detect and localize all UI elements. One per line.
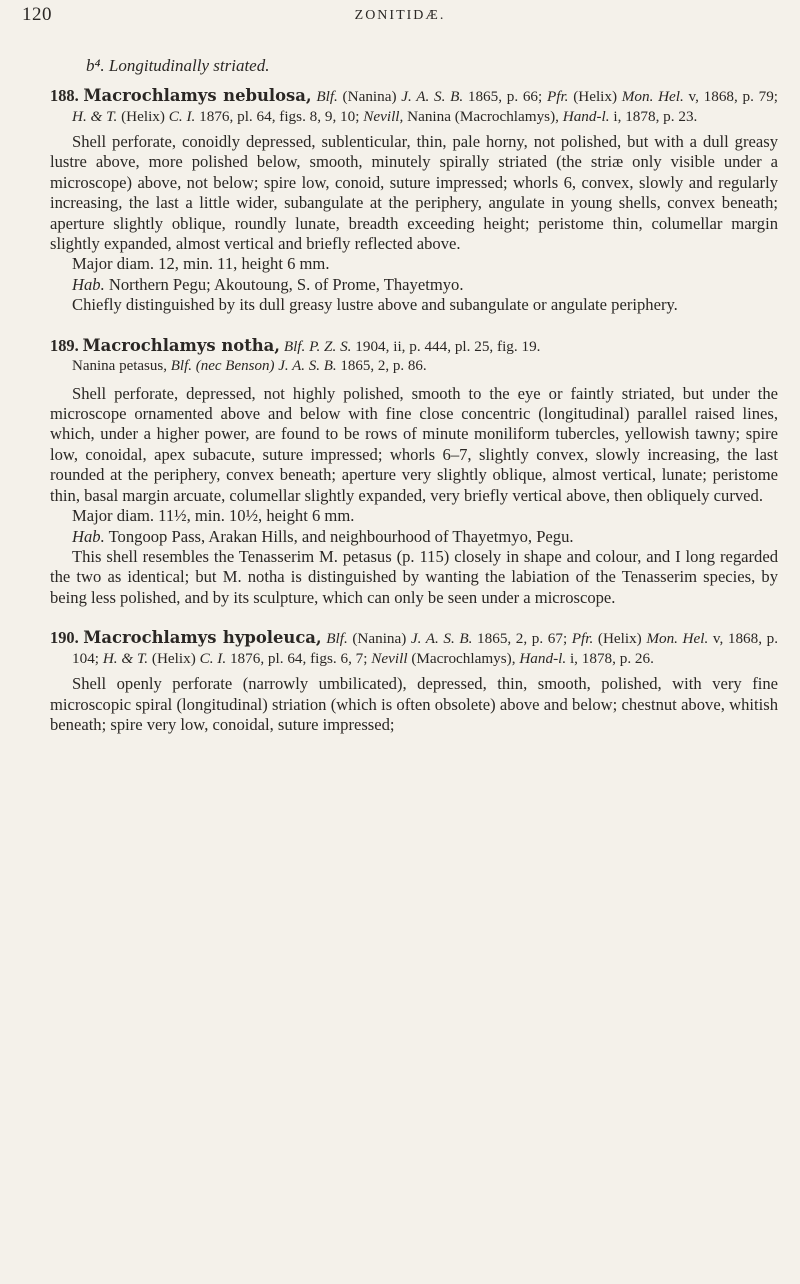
entry-number: 190. (50, 628, 79, 648)
species-name: Macrochlamys nebulosa, (83, 86, 312, 105)
entry-number: 189. (50, 335, 79, 355)
species-entry-188 (50, 86, 778, 316)
section-heading (86, 56, 778, 76)
species-note: Chiefly distinguished by its dull greasy lustre above and subangulate or angulate periphery. (72, 295, 678, 315)
species-reference: 188. Macrochlamys nebulosa, Blf. (Nanina) J. A. S. B. 1865, p. 66; Pfr. (Helix) Mon. Hel. v, 1868, p. 79; H. & T. (Helix) C. I. 1876, pl. 64, figs. 8, 9, 10; Nevill, Nanina (Macrochlamys), Hand-l. i, 1878, p. 23. (50, 86, 779, 125)
species-measurements: Major diam. 11½, min. 10½, height 6 mm. (72, 506, 355, 526)
species-habitat (50, 275, 778, 295)
species-name: Macrochlamys hypoleuca, (83, 628, 322, 648)
species-description: Shell openly perforate (narrowly umbilicated), depressed, thin, smooth, polished, with very fine microscopic spiral (longitudinal) striation (which is often obsolete) above and below; chestnut above, whitish beneath; spire very low, conoidal, suture impressed; (50, 674, 778, 734)
entry-number: 188. (50, 86, 79, 105)
habitat-text: Tongoop Pass, Arakan Hills, and neighbourhood of Thayetmyo, Pegu. (104, 526, 574, 546)
species-measurements: Major diam. 12, min. 11, height 6 mm. (72, 254, 330, 274)
entry-spacer (50, 608, 778, 628)
page-body (50, 56, 778, 735)
habitat-label: Hab. (72, 526, 105, 546)
species-reference: 189. Macrochlamys notha, Blf. P. Z. S. 1904, ii, p. 444, pl. 25, fig. 19. (50, 335, 541, 355)
habitat-text: Northern Pegu; Akoutoung, S. of Prome, Thayetmyo. (104, 274, 464, 294)
species-habitat (50, 527, 778, 547)
species-description: Shell perforate, depressed, not highly polished, smooth to the eye or faintly striated, but under the microscope ornamented above and below with fine close concentric (longitudinal) parallel raised lines, which, under a higher power, are found to be rows of minute moniliform tubercles, yellowish tawny; spire low, conoidal, apex subacute, suture impressed; whorls 6–7, slightly convex, slowly increasing, the last rounded at the periphery, convex beneath; aperture very slightly oblique, almost vertical, lunate; peristome thin, basal margin arcuate, columellar slightly expanded, very briefly vertical above, then obliquely curved. (50, 383, 778, 505)
species-entry-190 (50, 628, 778, 735)
species-name: Macrochlamys notha, (82, 335, 281, 355)
section-label: b⁴. Longitudinally striated. (86, 56, 270, 75)
entry-spacer (50, 316, 778, 336)
habitat-label: Hab. (72, 274, 105, 294)
running-head: ZONITIDÆ. (354, 8, 446, 23)
species-description: Shell perforate, conoidly depressed, sublenticular, thin, pale horny, not polished, but with a dull greasy lustre above, more polished below, smooth, minutely spirally striated (the striæ only visible under a microscope) above, not below; spire low, conoid, suture impressed; whorls 6, convex, slowly and regularly increasing, the last a little wider, subangulate at the periphery, angulate in young shells, convex beneath; aperture slightly oblique, roundly lunate, breadth exceeding height; peristome thin, columellar margin slightly expanded, almost vertical and briefly reflected above. (50, 132, 778, 254)
species-reference: 190. Macrochlamys hypoleuca, Blf. (Nanina) J. A. S. B. 1865, 2, p. 67; Pfr. (Helix) Mon. Hel. v, 1868, p. 104; H. & T. (Helix) C. I. 1876, pl. 64, figs. 6, 7; Nevill (Macrochlamys), Hand-l. i, 1878, p. 26. (50, 628, 779, 668)
species-synonym: Nanina petasus, Blf. (nec Benson) J. A. S. B. 1865, 2, p. 86. (72, 357, 427, 374)
page-number: 120 (22, 4, 52, 25)
page-header (0, 4, 800, 30)
species-note: This shell resembles the Tenasserim M. petasus (p. 115) closely in shape and colour, and I long regarded the two as identical; but M. notha is distinguished by wanting the labiation of the Tenasserim species, by being less polished, and by its sculpture, which can only be seen under a microscope. (50, 546, 779, 607)
species-entry-189 (50, 336, 778, 608)
